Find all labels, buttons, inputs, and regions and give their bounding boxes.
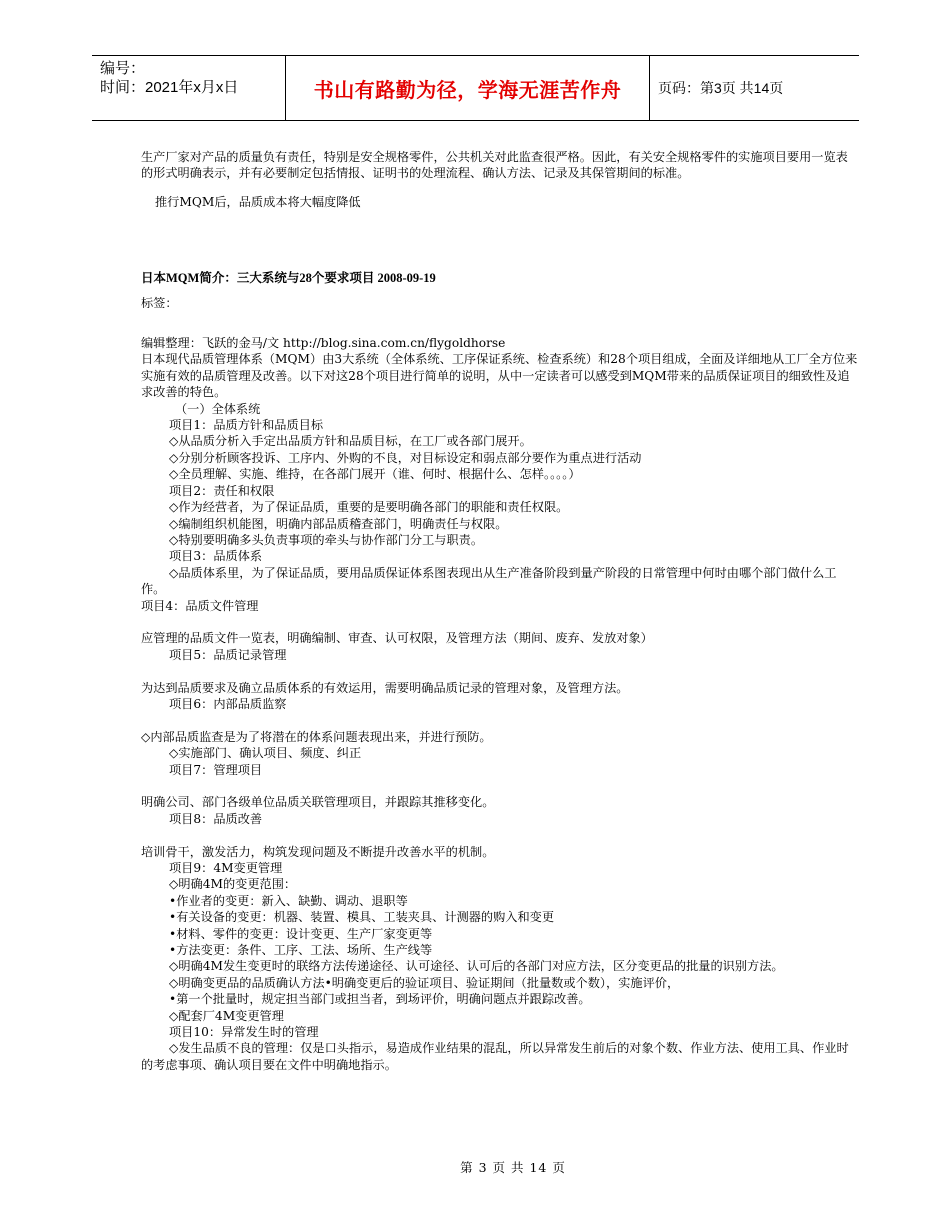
- article-title: 日本MQM简介：三大系统与28个要求项目 2008-09-19: [141, 271, 436, 286]
- list-item: ◇分别分析顾客投诉、工序内、外购的不良，对目标设定和弱点部分要作为重点进行活动: [169, 450, 642, 465]
- list-item: ◇从品质分析入手定出品质方针和品质目标，在工厂或各部门展开。: [169, 434, 532, 449]
- list-item: ◇实施部门、确认项目、频度、纠正: [169, 746, 362, 761]
- list-item: ◇发生品质不良的管理：仅是口头指示，易造成作业结果的混乱，所以异常发生前后的对象个数、作业方法、使用工具、作业时的考虑事项、确认项目要在文件中明确地指示。: [141, 1041, 849, 1072]
- page-footer: 第 3 页 共 14 页: [460, 1160, 566, 1175]
- header-page-info: 页码：第3页 共14页: [658, 80, 784, 96]
- paragraph: 应管理的品质文件一览表，明确编制、审查、认可权限，及管理方法（期间、废弃、发放对象）: [141, 631, 653, 646]
- item-heading: 项目10：异常发生时的管理: [169, 1025, 319, 1040]
- list-item: ◇品质体系里，为了保证品质，要用品质保证体系图表现出从生产准备阶段到量产阶段的日常管理中何时由哪个部门做什么工作。: [141, 565, 837, 597]
- editor-line: 编辑整理：飞跃的金马/文 http://blog.sina.com.cn/flygoldhorse: [141, 336, 506, 351]
- list-item: ◇明确4M发生变更时的联络方法传递途径、认可途径、认可后的各部门对应方法，区分变更品的批量的识别方法。: [169, 959, 784, 974]
- list-item: ◇作为经营者，为了保证品质，重要的是要明确各部门的职能和责任权限。: [169, 500, 569, 515]
- paragraph: 为达到品质要求及确立品质体系的有效运用，需要明确品质记录的管理对象，及管理方法。: [141, 680, 629, 695]
- list-item: •第一个批量时，规定担当部门或担当者，到场评价，明确问题点并跟踪改善。: [169, 992, 591, 1007]
- paragraph: 明确公司、部门各级单位品质关联管理项目，并跟踪其推移变化。: [141, 795, 495, 810]
- paragraph: 推行MQM后，品质成本将大幅度降低: [155, 194, 361, 209]
- section-heading: （一）全体系统: [175, 401, 261, 416]
- item-heading: 项目7：管理项目: [169, 762, 263, 777]
- item-heading: 项目4：品质文件管理: [141, 598, 259, 613]
- item-heading: 项目3：品质体系: [169, 549, 263, 564]
- doc-date: 时间：2021年x月x日: [100, 79, 239, 96]
- item-heading: 项目2：责任和权限: [169, 483, 275, 498]
- list-item: •方法变更：条件、工序、工法、场所、生产线等: [169, 942, 433, 957]
- item-heading: 项目8：品质改善: [169, 811, 263, 826]
- list-item: ◇明确变更品的品质确认方法•明确变更后的验证项目、验证期间（批量数或个数），实施评价，: [169, 975, 680, 990]
- paragraph: ◇内部品质监查是为了将潜在的体系问题表现出来，并进行预防。: [141, 729, 492, 744]
- header-motto: 书山有路勤为径，学海无涯苦作舟: [286, 56, 650, 120]
- item-heading: 项目5：品质记录管理: [169, 647, 287, 662]
- header-meta: [92, 56, 286, 120]
- list-item: ◇编制组织机能图，明确内部品质稽查部门，明确责任与权限。: [169, 516, 508, 531]
- paragraph: 培训骨干，激发活力，构筑发现问题及不断提升改善水平的机制。: [141, 844, 495, 859]
- list-item: ◇明确4M的变更范围：: [169, 877, 297, 892]
- item-heading: 项目1：品质方针和品质目标: [169, 418, 324, 433]
- list-item: ◇配套厂4M变更管理: [169, 1008, 284, 1023]
- paragraph: 生产厂家对产品的质量负有责任，特别是安全规格零件，公共机关对此监查很严格。因此，有关安全规格零件的实施项目要用一览表的形式明确表示，并有必要制定包括情报、证明书的处理流程、确认方法、记录及其保管期间的标准。: [141, 150, 848, 181]
- list-item: •作业者的变更：新入、缺勤、调动、退职等: [169, 893, 408, 908]
- document-body: [141, 149, 859, 1073]
- item-heading: 项目6：内部品质监察: [169, 696, 287, 711]
- tag-label: 标签：: [141, 295, 178, 310]
- list-item: ◇全员理解、实施、维持，在各部门展开（谁、何时、根据什么、怎样。。。。）: [169, 467, 581, 482]
- item-heading: 项目9：4M变更管理: [169, 860, 283, 875]
- page-header: [92, 55, 859, 121]
- intro-paragraph: 日本现代品质管理体系（MQM）由3大系统（全体系统、工序保证系统、检查系统）和28个项目组成，全面及详细地从工厂全方位来实施有效的品质管理及改善。以下对这28个项目进行简单的说明，从中一定读者可以感受到MQM带来的品质保证项目的细致性及追求改善的特色。: [141, 352, 858, 400]
- list-item: •材料、零件的变更：设计变更、生产厂家变更等: [169, 926, 433, 941]
- doc-number-label: 编号：: [100, 60, 146, 77]
- list-item: ◇特别要明确多头负责事项的牵头与协作部门分工与职责。: [169, 532, 484, 547]
- list-item: •有关设备的变更：机器、装置、模具、工装夹具、计测器的购入和变更: [169, 910, 555, 925]
